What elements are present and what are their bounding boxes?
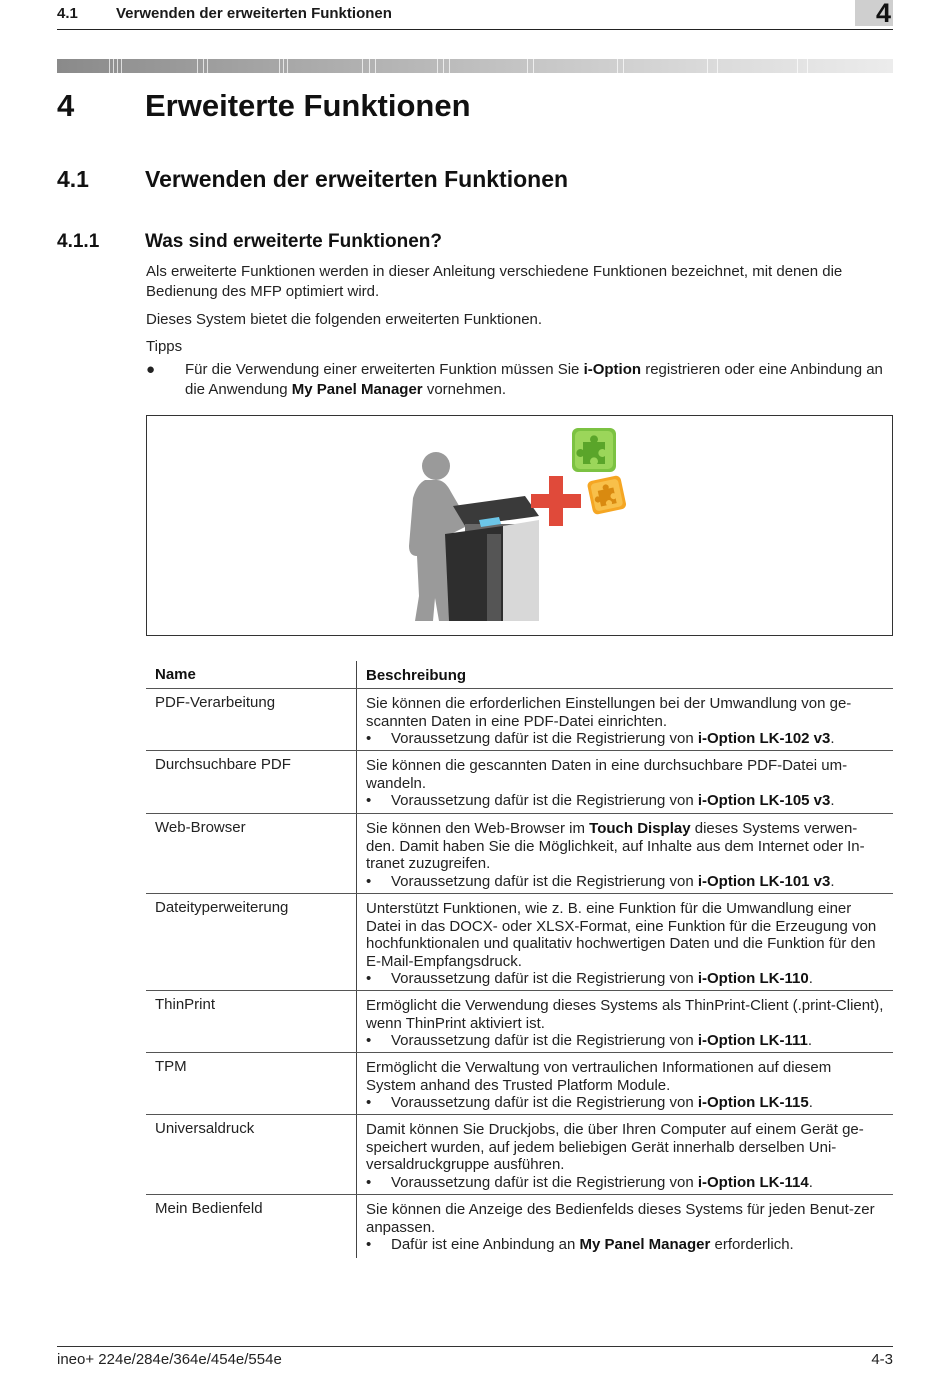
intro-paragraph-1: Als erweiterte Funktionen werden in dieser Anleitung verschiedene Funktionen bezeichnet, mit denen die Bedienung des MFP optimiert wird. [146, 263, 843, 300]
row-name: TPM [155, 1058, 187, 1075]
green-puzzle-icon [572, 428, 616, 472]
header-section-number: 4.1 [57, 5, 78, 22]
footer-page-number: 4-3 [871, 1351, 893, 1368]
table-row [146, 991, 893, 1053]
table-row [146, 894, 893, 991]
intro-paragraph-2: Dieses System bietet die folgenden erweiterten Funktionen. [146, 311, 543, 328]
footer-model: ineo+ 224e/284e/364e/454e/554e [57, 1351, 282, 1368]
table-row [146, 1115, 893, 1195]
tip-emphasis-i-option: i-Option [583, 361, 642, 378]
chapter-tab-number: 4 [875, 0, 891, 28]
row-description: Sie können die erforderlichen Einstellungen bei der Umwandlung von ge-scannten Daten in eine PDF-Datei einrichten. • Voraussetzung dafür ist die Registrierung von i-Option LK-102 v3. [366, 695, 852, 747]
subsection-number: 4.1.1 [57, 231, 100, 252]
row-description: Ermöglicht die Verwaltung von vertraulichen Informationen auf diesem System anhand des Trusted Platform Module. • Voraussetzung dafür ist die Registrierung von i-Option LK-115. [366, 1059, 832, 1111]
section-title: Verwenden der erweiterten Funktionen [145, 166, 569, 192]
chapter-number: 4 [57, 88, 75, 123]
printer-icon [445, 496, 539, 621]
table-row [146, 1053, 893, 1115]
row-description: Sie können den Web-Browser im Touch Display dieses Systems verwen-den. Damit haben Sie die Möglichkeit, auf Inhalte aus dem Internet oder In-tranet zuzugreifen. • Voraussetzung dafür ist die Registrierung von i-Option LK-101 v3. [366, 820, 865, 890]
table-row [146, 689, 893, 751]
table-row [146, 1195, 893, 1258]
column-header-description: Beschreibung [366, 667, 467, 684]
illustration-frame [146, 415, 893, 636]
chapter-tab [855, 0, 893, 26]
table-row [146, 751, 893, 814]
row-name: ThinPrint [155, 996, 216, 1013]
chapter-title: Erweiterte Funktionen [145, 88, 471, 123]
row-name: PDF-Verarbeitung [155, 694, 276, 711]
row-name: Mein Bedienfeld [155, 1200, 263, 1217]
subsection-title: Was sind erweiterte Funktionen? [145, 231, 443, 252]
row-description: Sie können die gescannten Daten in eine durchsuchbare PDF-Datei um-wandeln. • Voraussetzung dafür ist die Registrierung von i-Option LK-105 v3. [366, 757, 848, 809]
table-row [146, 814, 893, 894]
tip-text: Für die Verwendung einer erweiterten Funktion müssen Sie i-Option registrieren oder eine Anbindung an die Anwendung My Panel Manager vornehmen. [185, 361, 883, 398]
row-description: Ermöglicht die Verwendung dieses Systems als ThinPrint-Client (.print-Client), wenn ThinPrint aktiviert ist. • Voraussetzung dafür ist die Registrierung von i-Option LK-111. [366, 997, 884, 1049]
tip-emphasis-panel-manager: My Panel Manager [291, 381, 423, 398]
row-name: Durchsuchbare PDF [155, 756, 291, 773]
column-header-name: Name [155, 666, 196, 683]
row-description: Damit können Sie Druckjobs, die über Ihren Computer auf einem Gerät ge-speichert wurden, auf jedem beliebigen Gerät innerhalb derselben Uni-versaldruckgruppe ausführen. • Voraussetzung dafür ist die Registrierung von i-Option LK-114. [366, 1121, 864, 1191]
header-section-title: Verwenden der erweiterten Funktionen [116, 5, 392, 22]
row-description: Sie können die Anzeige des Bedienfelds dieses Systems für jeden Benut-zer anpassen. • Dafür ist eine Anbindung an My Panel Manager erforderlich. [366, 1201, 875, 1253]
section-number: 4.1 [57, 166, 89, 192]
decorative-bar [57, 59, 893, 73]
orange-puzzle-icon [587, 475, 627, 515]
bullet-icon: ● [146, 361, 156, 378]
running-header [57, 4, 893, 30]
functions-table [146, 661, 893, 1258]
page-footer [57, 1346, 893, 1368]
row-name: Universaldruck [155, 1120, 255, 1137]
mfp-extension-illustration [147, 416, 892, 635]
tips-label: Tipps [146, 338, 183, 355]
row-name: Dateityperweiterung [155, 899, 289, 916]
plus-icon [531, 476, 581, 526]
row-description: Unterstützt Funktionen, wie z. B. eine Funktion für die Umwandlung einer Datei in das DOCX- oder XLSX-Format, eine Funktion für die Erzeugung von hochfunktionalen und qualitativ hochwertigen Daten und die Funktion für den E-Mail-Empfangsdruck. • Voraussetzung dafür ist die Registrierung von i-Option LK-110. [366, 900, 877, 987]
row-name: Web-Browser [155, 819, 246, 836]
table-header-row [146, 661, 893, 689]
